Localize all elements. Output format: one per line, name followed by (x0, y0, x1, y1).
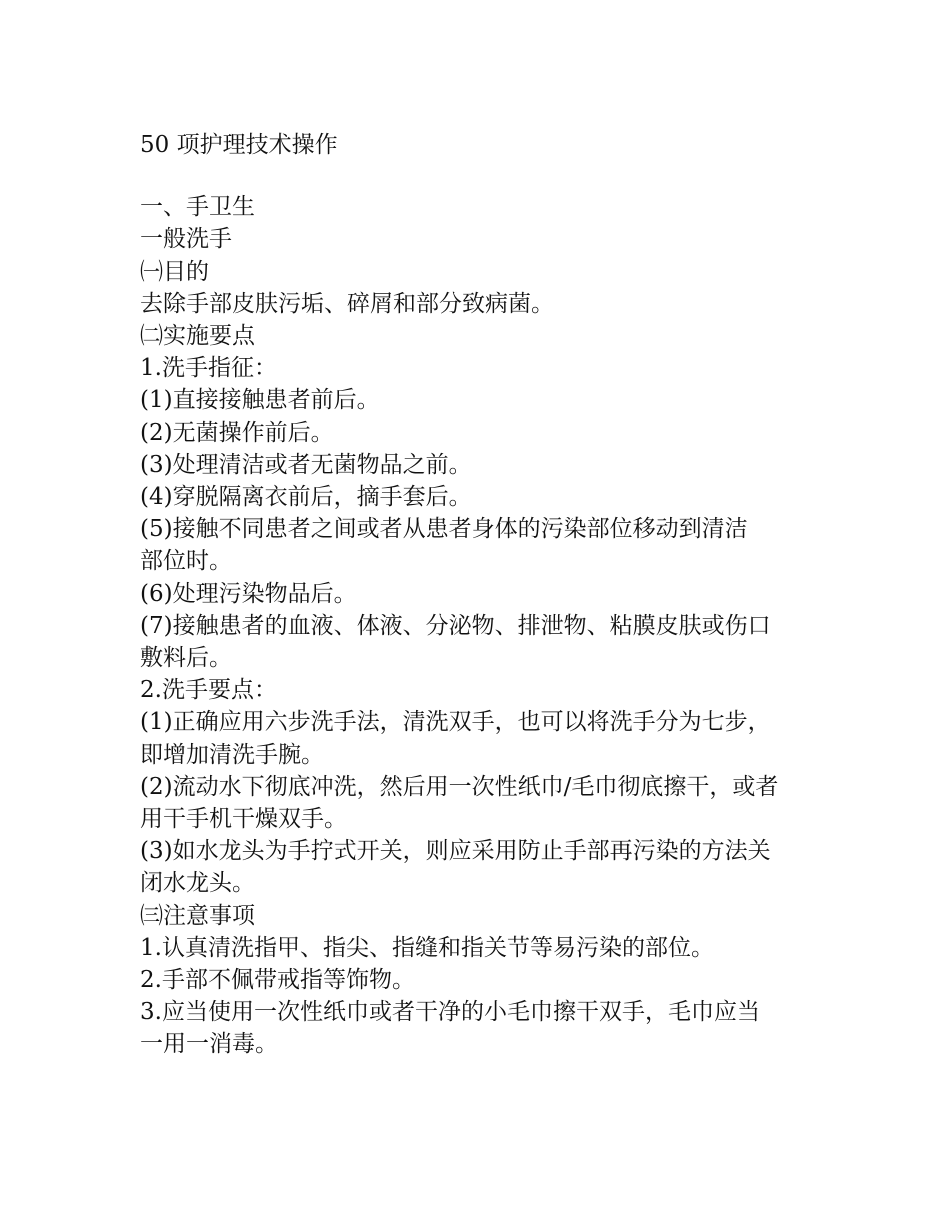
text-line: (5)接触不同患者之间或者从患者身体的污染部位移动到清洁 (140, 516, 748, 543)
text-line: 去除手部皮肤污垢、碎屑和部分致病菌。 (140, 290, 554, 317)
text-line: 敷料后。 (140, 645, 232, 672)
text-line: 即增加清洗手腕。 (140, 741, 324, 768)
text-line: (1)正确应用六步洗手法，清洗双手，也可以将洗手分为七步， (140, 709, 771, 736)
text-line: 2.手部不佩带戒指等饰物。 (140, 967, 415, 994)
document-title: 50 项护理技术操作 (140, 132, 338, 158)
text-line: 3.应当使用一次性纸巾或者干净的小毛巾擦干双手，毛巾应当 (140, 999, 760, 1026)
text-line: (3)处理清洁或者无菌物品之前。 (140, 451, 472, 478)
text-line: (2)流动水下彻底冲洗，然后用一次性纸巾/毛巾彻底擦干，或者 (140, 773, 779, 800)
item-heading: ㈠目的 (140, 258, 209, 285)
subsection-heading: 一般洗手 (140, 226, 232, 253)
item-heading: ㈡实施要点 (140, 323, 255, 350)
item-heading: ㈢注意事项 (140, 902, 255, 929)
text-line: 1.洗手指征： (140, 355, 277, 382)
text-line: 用干手机干燥双手。 (140, 806, 347, 833)
title-spacer (140, 161, 820, 191)
text-line: (2)无菌操作前后。 (140, 419, 334, 446)
text-line: (6)处理污染物品后。 (140, 580, 357, 607)
section-heading: 一、手卫生 (140, 194, 255, 221)
text-line: 闭水龙头。 (140, 870, 255, 897)
text-line: 一用一消毒。 (140, 1031, 278, 1058)
document-body (140, 129, 820, 1061)
text-line: 部位时。 (140, 548, 232, 575)
text-line: 1.认真清洗指甲、指尖、指缝和指关节等易污染的部位。 (140, 934, 714, 961)
text-line: (3)如水龙头为手拧式开关，则应采用防止手部再污染的方法关 (140, 838, 771, 865)
text-line: (7)接触患者的血液、体液、分泌物、排泄物、粘膜皮肤或伤口 (140, 612, 771, 639)
text-line: (4)穿脱隔离衣前后，摘手套后。 (140, 484, 472, 511)
text-line: (1)直接接触患者前后。 (140, 387, 380, 414)
text-line: 2.洗手要点： (140, 677, 277, 704)
